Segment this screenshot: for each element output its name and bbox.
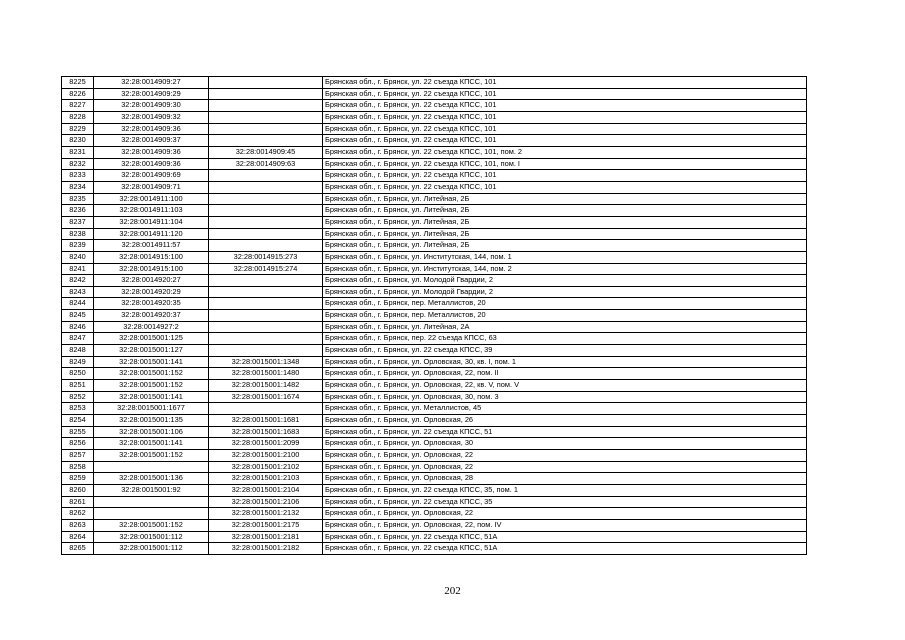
address-cell: Брянская обл., г. Брянск, ул. Литейная, 2Б: [323, 216, 807, 228]
premises-cadastral-number-cell: 32:28:0014909:63: [209, 158, 323, 170]
cadastral-number-cell: 32:28:0014909:36: [94, 146, 209, 158]
table-row: [62, 240, 807, 252]
cadastral-number-cell: 32:28:0014920:27: [94, 275, 209, 287]
premises-cadastral-number-cell: 32:28:0015001:1674: [209, 391, 323, 403]
address-cell: Брянская обл., г. Брянск, ул. 22 съезда КПСС, 101, пом. 2: [323, 146, 807, 158]
table-row: [62, 77, 807, 89]
row-number-cell: 8260: [62, 484, 94, 496]
cadastral-number-cell: 32:28:0014915:100: [94, 263, 209, 275]
table-row: [62, 531, 807, 543]
cadastral-number-cell: 32:28:0014911:103: [94, 205, 209, 217]
table-row: [62, 275, 807, 287]
address-cell: Брянская обл., г. Брянск, пер. Металлистов, 20: [323, 298, 807, 310]
cadastral-number-cell: 32:28:0014909:37: [94, 135, 209, 147]
premises-cadastral-number-cell: 32:28:0015001:2181: [209, 531, 323, 543]
cadastral-number-cell: 32:28:0014909:36: [94, 158, 209, 170]
premises-cadastral-number-cell: 32:28:0015001:1681: [209, 415, 323, 427]
table-row: [62, 543, 807, 555]
premises-cadastral-number-cell: [209, 403, 323, 415]
address-cell: Брянская обл., г. Брянск, пер. 22 съезда КПСС, 63: [323, 333, 807, 345]
premises-cadastral-number-cell: [209, 170, 323, 182]
row-number-cell: 8230: [62, 135, 94, 147]
row-number-cell: 8255: [62, 426, 94, 438]
address-cell: Брянская обл., г. Брянск, ул. Орловская, 28: [323, 473, 807, 485]
premises-cadastral-number-cell: 32:28:0015001:2103: [209, 473, 323, 485]
cadastral-number-cell: 32:28:0014909:71: [94, 181, 209, 193]
table-row: [62, 146, 807, 158]
table-row: [62, 438, 807, 450]
premises-cadastral-number-cell: [209, 123, 323, 135]
table-row: [62, 496, 807, 508]
table-row: [62, 345, 807, 357]
page-number: 202: [444, 585, 461, 597]
row-number-cell: 8258: [62, 461, 94, 473]
premises-cadastral-number-cell: 32:28:0015001:2104: [209, 484, 323, 496]
cadastral-number-cell: 32:28:0015001:141: [94, 356, 209, 368]
table-row: [62, 88, 807, 100]
address-cell: Брянская обл., г. Брянск, ул. 22 съезда КПСС, 101: [323, 100, 807, 112]
address-cell: Брянская обл., г. Брянск, ул. Литейная, 2Б: [323, 205, 807, 217]
table-row: [62, 310, 807, 322]
premises-cadastral-number-cell: [209, 193, 323, 205]
table-row: [62, 368, 807, 380]
cadastral-number-cell: 32:28:0014909:30: [94, 100, 209, 112]
address-cell: Брянская обл., г. Брянск, ул. Институтская, 144, пом. 1: [323, 251, 807, 263]
registry-table: [61, 76, 807, 555]
premises-cadastral-number-cell: [209, 181, 323, 193]
row-number-cell: 8245: [62, 310, 94, 322]
row-number-cell: 8237: [62, 216, 94, 228]
address-cell: Брянская обл., г. Брянск, ул. 22 съезда КПСС, 51А: [323, 531, 807, 543]
address-cell: Брянская обл., г. Брянск, ул. 22 съезда КПСС, 101: [323, 88, 807, 100]
row-number-cell: 8243: [62, 286, 94, 298]
address-cell: Брянская обл., г. Брянск, ул. Металлистов, 45: [323, 403, 807, 415]
row-number-cell: 8254: [62, 415, 94, 427]
address-cell: Брянская обл., г. Брянск, ул. 22 съезда КПСС, 35, пом. 1: [323, 484, 807, 496]
cadastral-number-cell: 32:28:0014909:36: [94, 123, 209, 135]
premises-cadastral-number-cell: [209, 286, 323, 298]
table-row: [62, 205, 807, 217]
address-cell: Брянская обл., г. Брянск, ул. Орловская, 30: [323, 438, 807, 450]
address-cell: Брянская обл., г. Брянск, пер. Металлистов, 20: [323, 310, 807, 322]
address-cell: Брянская обл., г. Брянск, ул. Молодой Гвардии, 2: [323, 275, 807, 287]
address-cell: Брянская обл., г. Брянск, ул. 22 съезда КПСС, 51А: [323, 543, 807, 555]
premises-cadastral-number-cell: [209, 216, 323, 228]
premises-cadastral-number-cell: 32:28:0015001:2100: [209, 450, 323, 462]
cadastral-number-cell: [94, 461, 209, 473]
cadastral-number-cell: 32:28:0014909:32: [94, 111, 209, 123]
row-number-cell: 8259: [62, 473, 94, 485]
cadastral-number-cell: 32:28:0014909:29: [94, 88, 209, 100]
address-cell: Брянская обл., г. Брянск, ул. 22 съезда КПСС, 101: [323, 170, 807, 182]
row-number-cell: 8252: [62, 391, 94, 403]
address-cell: Брянская обл., г. Брянск, ул. 22 съезда КПСС, 39: [323, 345, 807, 357]
premises-cadastral-number-cell: [209, 321, 323, 333]
row-number-cell: 8263: [62, 519, 94, 531]
address-cell: Брянская обл., г. Брянск, ул. 22 съезда КПСС, 101: [323, 135, 807, 147]
address-cell: Брянская обл., г. Брянск, ул. Орловская, 22: [323, 508, 807, 520]
table-row: [62, 380, 807, 392]
address-cell: Брянская обл., г. Брянск, ул. Орловская, 22: [323, 461, 807, 473]
cadastral-number-cell: 32:28:0014920:37: [94, 310, 209, 322]
address-cell: Брянская обл., г. Брянск, ул. 22 съезда КПСС, 101: [323, 77, 807, 89]
cadastral-number-cell: [94, 496, 209, 508]
premises-cadastral-number-cell: 32:28:0015001:1480: [209, 368, 323, 380]
row-number-cell: 8228: [62, 111, 94, 123]
table-row: [62, 519, 807, 531]
row-number-cell: 8247: [62, 333, 94, 345]
premises-cadastral-number-cell: [209, 135, 323, 147]
address-cell: Брянская обл., г. Брянск, ул. Орловская, 22, кв. V, пом. V: [323, 380, 807, 392]
table-row: [62, 484, 807, 496]
cadastral-number-cell: 32:28:0015001:1677: [94, 403, 209, 415]
table-row: [62, 321, 807, 333]
cadastral-number-cell: 32:28:0014909:69: [94, 170, 209, 182]
premises-cadastral-number-cell: 32:28:0015001:2132: [209, 508, 323, 520]
address-cell: Брянская обл., г. Брянск, ул. Орловская, 22: [323, 450, 807, 462]
row-number-cell: 8232: [62, 158, 94, 170]
cadastral-number-cell: 32:28:0015001:152: [94, 368, 209, 380]
address-cell: Брянская обл., г. Брянск, ул. Литейная, 2Б: [323, 240, 807, 252]
row-number-cell: 8248: [62, 345, 94, 357]
cadastral-number-cell: 32:28:0015001:92: [94, 484, 209, 496]
row-number-cell: 8242: [62, 275, 94, 287]
row-number-cell: 8225: [62, 77, 94, 89]
premises-cadastral-number-cell: 32:28:0015001:2102: [209, 461, 323, 473]
table-row: [62, 426, 807, 438]
address-cell: Брянская обл., г. Брянск, ул. Литейная, 2Б: [323, 193, 807, 205]
row-number-cell: 8264: [62, 531, 94, 543]
cadastral-number-cell: 32:28:0014920:29: [94, 286, 209, 298]
row-number-cell: 8238: [62, 228, 94, 240]
table-row: [62, 286, 807, 298]
row-number-cell: 8265: [62, 543, 94, 555]
address-cell: Брянская обл., г. Брянск, ул. 22 съезда КПСС, 101: [323, 111, 807, 123]
row-number-cell: 8244: [62, 298, 94, 310]
table-row: [62, 135, 807, 147]
row-number-cell: 8240: [62, 251, 94, 263]
premises-cadastral-number-cell: [209, 100, 323, 112]
row-number-cell: 8233: [62, 170, 94, 182]
row-number-cell: 8253: [62, 403, 94, 415]
cadastral-number-cell: 32:28:0014911:120: [94, 228, 209, 240]
cadastral-number-cell: 32:28:0014920:35: [94, 298, 209, 310]
row-number-cell: 8262: [62, 508, 94, 520]
address-cell: Брянская обл., г. Брянск, ул. 22 съезда КПСС, 101: [323, 181, 807, 193]
address-cell: Брянская обл., г. Брянск, ул. Институтская, 144, пом. 2: [323, 263, 807, 275]
cadastral-number-cell: 32:28:0015001:136: [94, 473, 209, 485]
address-cell: Брянская обл., г. Брянск, ул. Орловская, 26: [323, 415, 807, 427]
address-cell: Брянская обл., г. Брянск, ул. 22 съезда КПСС, 35: [323, 496, 807, 508]
cadastral-number-cell: 32:28:0014909:27: [94, 77, 209, 89]
premises-cadastral-number-cell: [209, 205, 323, 217]
cadastral-number-cell: 32:28:0014927:2: [94, 321, 209, 333]
table-row: [62, 181, 807, 193]
premises-cadastral-number-cell: 32:28:0015001:1482: [209, 380, 323, 392]
row-number-cell: 8231: [62, 146, 94, 158]
row-number-cell: 8234: [62, 181, 94, 193]
registry-table-body: [62, 77, 807, 555]
row-number-cell: 8241: [62, 263, 94, 275]
cadastral-number-cell: 32:28:0015001:112: [94, 531, 209, 543]
row-number-cell: 8226: [62, 88, 94, 100]
address-cell: Брянская обл., г. Брянск, ул. Молодой Гвардии, 2: [323, 286, 807, 298]
cadastral-number-cell: 32:28:0014915:100: [94, 251, 209, 263]
premises-cadastral-number-cell: [209, 77, 323, 89]
table-row: [62, 450, 807, 462]
cadastral-number-cell: 32:28:0015001:141: [94, 438, 209, 450]
address-cell: Брянская обл., г. Брянск, ул. Орловская, 22, пом. II: [323, 368, 807, 380]
cadastral-number-cell: 32:28:0014911:57: [94, 240, 209, 252]
cadastral-number-cell: 32:28:0015001:152: [94, 450, 209, 462]
row-number-cell: 8250: [62, 368, 94, 380]
address-cell: Брянская обл., г. Брянск, ул. Орловская, 30, кв. I, пом. 1: [323, 356, 807, 368]
row-number-cell: 8249: [62, 356, 94, 368]
table-row: [62, 193, 807, 205]
row-number-cell: 8246: [62, 321, 94, 333]
premises-cadastral-number-cell: 32:28:0015001:1348: [209, 356, 323, 368]
premises-cadastral-number-cell: [209, 310, 323, 322]
cadastral-number-cell: 32:28:0015001:106: [94, 426, 209, 438]
table-row: [62, 298, 807, 310]
row-number-cell: 8229: [62, 123, 94, 135]
cadastral-number-cell: 32:28:0014911:100: [94, 193, 209, 205]
table-row: [62, 403, 807, 415]
address-cell: Брянская обл., г. Брянск, ул. 22 съезда КПСС, 101: [323, 123, 807, 135]
premises-cadastral-number-cell: [209, 345, 323, 357]
cadastral-number-cell: 32:28:0015001:141: [94, 391, 209, 403]
address-cell: Брянская обл., г. Брянск, ул. Литейная, 2Б: [323, 228, 807, 240]
table-row: [62, 123, 807, 135]
table-row: [62, 333, 807, 345]
cadastral-number-cell: 32:28:0014911:104: [94, 216, 209, 228]
table-row: [62, 415, 807, 427]
cadastral-number-cell: 32:28:0015001:152: [94, 519, 209, 531]
premises-cadastral-number-cell: 32:28:0014915:273: [209, 251, 323, 263]
row-number-cell: 8261: [62, 496, 94, 508]
premises-cadastral-number-cell: 32:28:0015001:2182: [209, 543, 323, 555]
address-cell: Брянская обл., г. Брянск, ул. Орловская, 22, пом. IV: [323, 519, 807, 531]
row-number-cell: 8251: [62, 380, 94, 392]
table-row: [62, 158, 807, 170]
premises-cadastral-number-cell: [209, 298, 323, 310]
table-row: [62, 170, 807, 182]
premises-cadastral-number-cell: [209, 275, 323, 287]
premises-cadastral-number-cell: 32:28:0015001:2099: [209, 438, 323, 450]
premises-cadastral-number-cell: [209, 88, 323, 100]
table-row: [62, 216, 807, 228]
premises-cadastral-number-cell: [209, 111, 323, 123]
cadastral-number-cell: 32:28:0015001:125: [94, 333, 209, 345]
row-number-cell: 8257: [62, 450, 94, 462]
table-row: [62, 111, 807, 123]
address-cell: Брянская обл., г. Брянск, ул. 22 съезда КПСС, 101, пом. I: [323, 158, 807, 170]
row-number-cell: 8235: [62, 193, 94, 205]
address-cell: Брянская обл., г. Брянск, ул. 22 съезда КПСС, 51: [323, 426, 807, 438]
premises-cadastral-number-cell: 32:28:0015001:1683: [209, 426, 323, 438]
row-number-cell: 8239: [62, 240, 94, 252]
premises-cadastral-number-cell: [209, 240, 323, 252]
cadastral-number-cell: [94, 508, 209, 520]
row-number-cell: 8256: [62, 438, 94, 450]
table-row: [62, 508, 807, 520]
row-number-cell: 8227: [62, 100, 94, 112]
premises-cadastral-number-cell: 32:28:0015001:2175: [209, 519, 323, 531]
address-cell: Брянская обл., г. Брянск, ул. Орловская, 30, пом. 3: [323, 391, 807, 403]
table-row: [62, 391, 807, 403]
table-row: [62, 461, 807, 473]
table-row: [62, 100, 807, 112]
premises-cadastral-number-cell: [209, 228, 323, 240]
table-row: [62, 263, 807, 275]
premises-cadastral-number-cell: 32:28:0014909:45: [209, 146, 323, 158]
cadastral-number-cell: 32:28:0015001:127: [94, 345, 209, 357]
row-number-cell: 8236: [62, 205, 94, 217]
table-row: [62, 473, 807, 485]
premises-cadastral-number-cell: [209, 333, 323, 345]
address-cell: Брянская обл., г. Брянск, ул. Литейная, 2А: [323, 321, 807, 333]
table-row: [62, 228, 807, 240]
cadastral-number-cell: 32:28:0015001:112: [94, 543, 209, 555]
premises-cadastral-number-cell: 32:28:0014915:274: [209, 263, 323, 275]
cadastral-number-cell: 32:28:0015001:152: [94, 380, 209, 392]
table-row: [62, 356, 807, 368]
premises-cadastral-number-cell: 32:28:0015001:2106: [209, 496, 323, 508]
table-row: [62, 251, 807, 263]
cadastral-number-cell: 32:28:0015001:135: [94, 415, 209, 427]
